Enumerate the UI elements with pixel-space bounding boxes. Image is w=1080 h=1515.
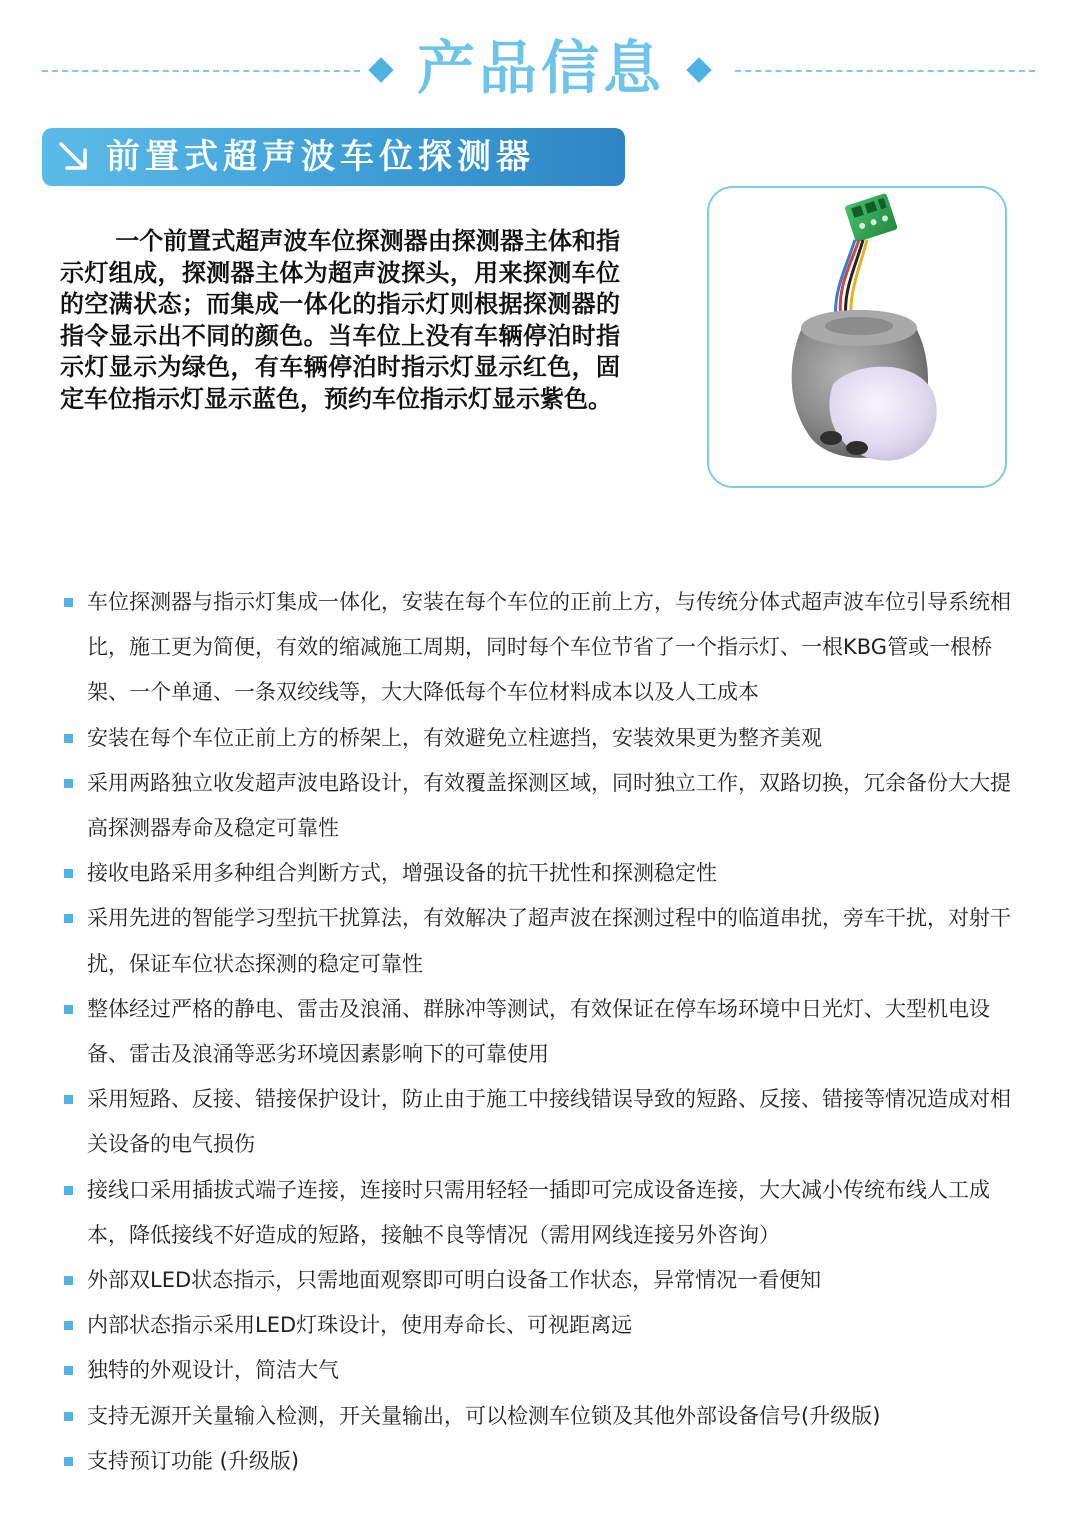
list-item: 采用先进的智能学习型抗干扰算法，有效解决了超声波在探测过程中的临道串扰，旁车干扰，对射干扰，保证车位状态探测的稳定可靠性	[60, 896, 1025, 986]
diamond-icon	[686, 57, 711, 82]
page-header	[0, 28, 1080, 108]
header-divider-right	[735, 70, 1035, 72]
section-banner	[42, 128, 625, 186]
arrow-down-right-icon	[56, 139, 92, 175]
list-item: 采用短路、反接、错接保护设计，防止由于施工中接线错误导致的短路、反接、错接等情况造成对相关设备的电气损伤	[60, 1077, 1025, 1167]
ultrasonic-detector-illustration	[709, 188, 1005, 486]
product-image	[707, 186, 1007, 488]
page-title: 产品信息	[416, 34, 665, 102]
diamond-icon	[368, 57, 393, 82]
list-item: 采用两路独立收发超声波电路设计，有效覆盖探测区域，同时独立工作，双路切换，冗余备份大大提高探测器寿命及稳定可靠性	[60, 761, 1025, 851]
header-divider-left	[42, 70, 360, 72]
list-item: 车位探测器与指示灯集成一体化，安装在每个车位的正前上方，与传统分体式超声波车位引导系统相比，施工更为简便，有效的缩减施工周期，同时每个车位节省了一个指示灯、一根KBG管或一根桥架、一个单通、一条双绞线等，大大降低每个车位材料成本以及人工成本	[60, 580, 1025, 716]
list-item: 独特的外观设计，简洁大气	[60, 1348, 1025, 1393]
list-item: 支持无源开关量输入检测，开关量输出，可以检测车位锁及其他外部设备信号(升级版)	[60, 1394, 1025, 1439]
intro-paragraph: 一个前置式超声波车位探测器由探测器主体和指示灯组成，探测器主体为超声波探头，用来探测车位的空满状态；而集成一体化的指示灯则根据探测器的指令显示出不同的颜色。当车位上没有车辆停泊时指示灯显示为绿色，有车辆停泊时指示灯显示红色，固定车位指示灯显示蓝色，预约车位指示灯显示紫色。	[60, 227, 620, 413]
feature-list	[60, 580, 1025, 1484]
section-title: 前置式超声波车位探测器	[106, 137, 535, 177]
list-item: 接线口采用插拔式端子连接，连接时只需用轻轻一插即可完成设备连接，大大减小传统布线人工成本，降低接线不好造成的短路，接触不良等情况（需用网线连接另外咨询）	[60, 1168, 1025, 1258]
list-item: 支持预订功能 (升级版)	[60, 1439, 1025, 1484]
list-item: 内部状态指示采用LED灯珠设计，使用寿命长、可视距离远	[60, 1303, 1025, 1348]
list-item: 接收电路采用多种组合判断方式，增强设备的抗干扰性和探测稳定性	[60, 851, 1025, 896]
list-item: 整体经过严格的静电、雷击及浪涌、群脉冲等测试，有效保证在停车场环境中日光灯、大型机电设备、雷击及浪涌等恶劣环境因素影响下的可靠使用	[60, 987, 1025, 1077]
list-item: 安装在每个车位正前上方的桥架上，有效避免立柱遮挡，安装效果更为整齐美观	[60, 716, 1025, 761]
list-item: 外部双LED状态指示，只需地面观察即可明白设备工作状态，异常情况一看便知	[60, 1258, 1025, 1303]
